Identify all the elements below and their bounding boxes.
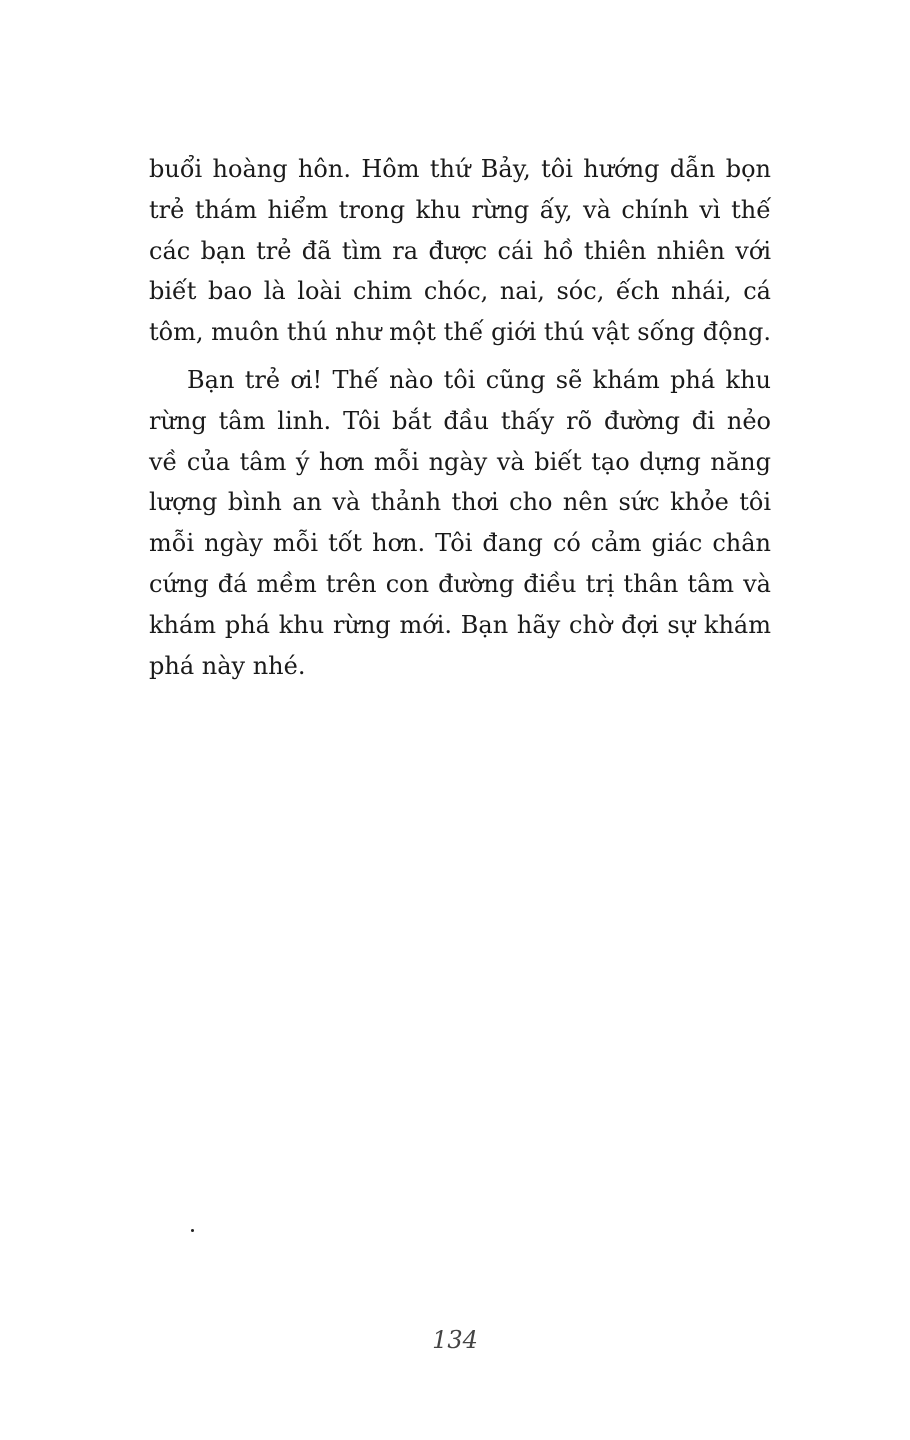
paragraph-2 — [149, 360, 771, 686]
text-line: lượng bình an và thảnh thơi cho nên sức khỏe tôi — [149, 488, 771, 517]
text-line: tôm, muôn thú như một thế giới thú vật sống động. — [149, 318, 771, 347]
text-line: rừng tâm linh. Tôi bắt đầu thấy rõ đường đi nẻo — [149, 406, 771, 435]
text-line: mỗi ngày mỗi tốt hơn. Tôi đang có cảm giác chân — [149, 529, 771, 558]
text-line: phá này nhé. — [149, 651, 306, 680]
paragraph-1 — [149, 149, 771, 353]
text-line: các bạn trẻ đã tìm ra được cái hồ thiên nhiên với — [149, 236, 771, 265]
text-line: buổi hoàng hôn. Hôm thứ Bảy, tôi hướng dẫn bọn — [149, 155, 771, 183]
paragraph-gap — [149, 353, 771, 360]
text-line: về của tâm ý hơn mỗi ngày và biết tạo dựng năng — [149, 447, 771, 476]
text-line: trẻ thám hiểm trong khu rừng ấy, và chính vì thế — [149, 195, 771, 224]
text-line: Bạn trẻ ơi! Thế nào tôi cũng sẽ khám phá khu — [187, 365, 771, 394]
page-number: 134 — [432, 1326, 478, 1354]
text-line: khám phá khu rừng mới. Bạn hãy chờ đợi sự khám — [149, 610, 771, 639]
stray-dot-mark — [191, 1229, 194, 1232]
body-text — [149, 149, 771, 686]
text-line: cứng đá mềm trên con đường điều trị thân tâm và — [149, 569, 771, 598]
text-line: biết bao là loài chim chóc, nai, sóc, ếch nhái, cá — [149, 277, 771, 306]
